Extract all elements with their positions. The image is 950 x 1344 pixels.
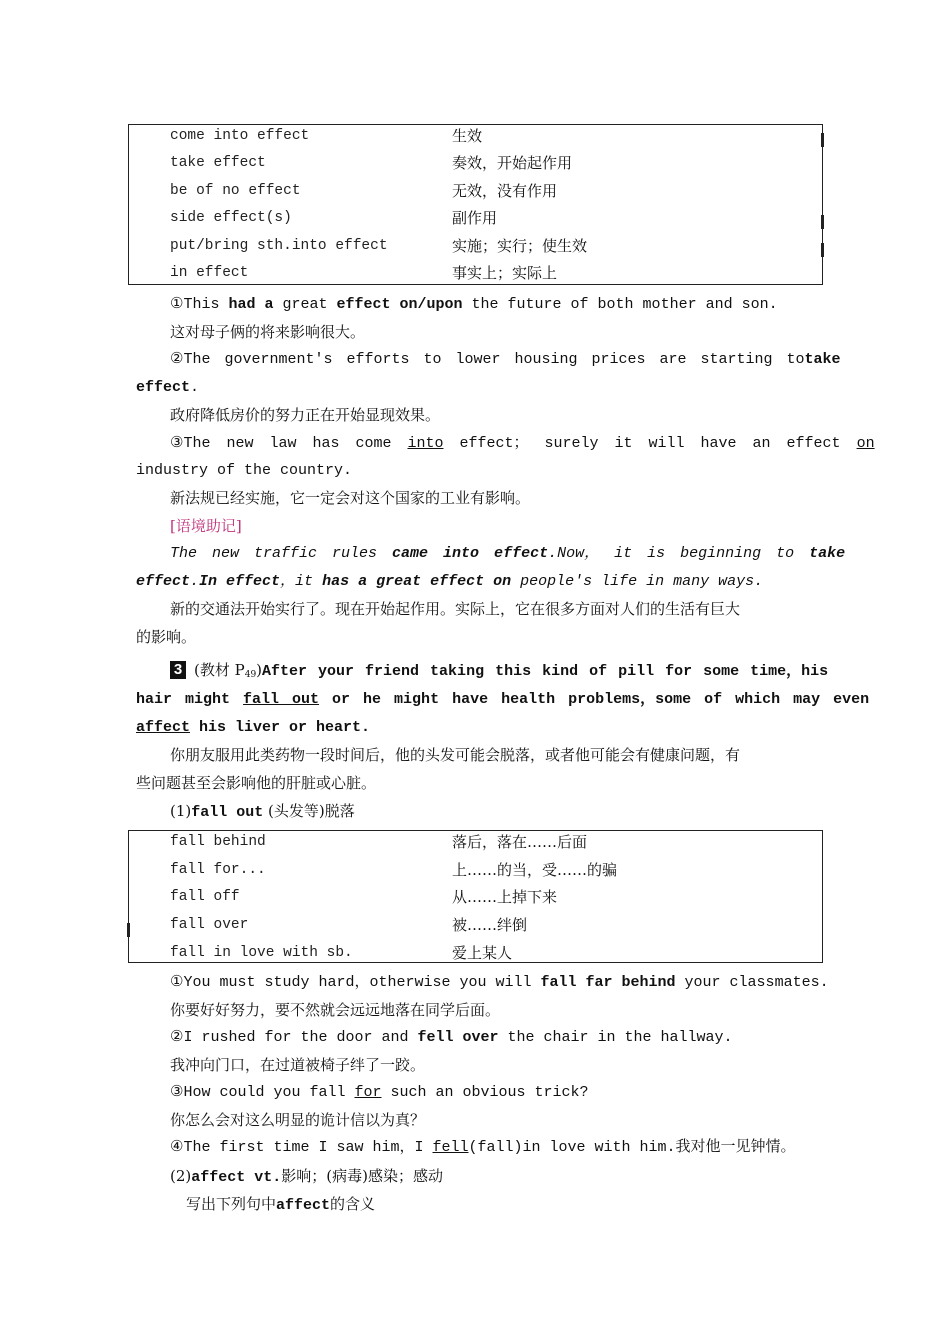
meaning-cell: 副作用 [452, 209, 498, 227]
example-sentence [170, 434, 875, 456]
phrase-cell: fall behind [170, 834, 266, 850]
bold-text: effect [136, 379, 191, 396]
bold-text: affect [276, 1197, 331, 1214]
memo-sentence-cont [136, 572, 816, 594]
bold-text: had a [228, 296, 274, 313]
text-run: effect； surely it will have an effect [443, 435, 857, 452]
text-run: ④The first time I saw him，I [170, 1139, 433, 1156]
text-run: ①This [170, 296, 229, 313]
underlined-answer: on [856, 435, 875, 452]
text-run: (1) [170, 802, 192, 820]
example-sentence [170, 295, 816, 317]
text-run: 的含义 [330, 1195, 376, 1213]
table-border-mark [127, 923, 130, 937]
meaning-cell: 爱上某人 [452, 944, 513, 962]
phrase-table-effect [128, 124, 823, 285]
underlined-answer: fell [432, 1139, 469, 1156]
item-3-sentence-cont [136, 718, 816, 740]
phrase-cell: fall over [170, 917, 249, 933]
text-run: ②The government's efforts to lower housing prices are starting to [170, 351, 805, 368]
text-run: ，it [280, 573, 323, 590]
item-3-sentence [170, 660, 829, 682]
example-sentence-cont: industry of the country. [136, 462, 353, 479]
bold-text: came into effect [392, 545, 549, 562]
meaning-cell: 落后，落在……后面 [452, 833, 588, 851]
bold-text: has a great effect on [322, 573, 512, 590]
example-translation: 你要好好努力，要不然就会远远地落在同学后面。 [170, 1001, 501, 1019]
table-row [129, 914, 822, 940]
item-3-translation-cont: 些问题甚至会影响他的肝脏或心脏。 [136, 774, 377, 792]
underlined-phrase: affect [136, 719, 191, 736]
text-run: ③The new law has come [170, 435, 408, 452]
bold-text: take [809, 545, 846, 562]
example-sentence [170, 1138, 816, 1160]
bold-text: After your friend taking this kind of pill for some time，his [262, 663, 829, 680]
phrase-cell: fall off [170, 889, 240, 905]
item-3-sentence-cont [136, 690, 870, 712]
table-row [129, 125, 822, 151]
example-sentence [170, 350, 841, 372]
source-note: ) [256, 661, 263, 679]
subheading-fall-out [170, 801, 816, 823]
table-row [129, 262, 822, 288]
text-run: (fall)in love with him.我对他一见钟情。 [468, 1139, 796, 1156]
underlined-phrase: fall out [243, 691, 320, 708]
table-row [129, 942, 822, 968]
meaning-cell: 奏效，开始起作用 [452, 154, 573, 172]
phrase-cell: come into effect [170, 128, 310, 144]
phrase-cell: fall in love with sb. [170, 945, 353, 961]
table-row [129, 859, 822, 885]
bold-text: fall far behind [540, 974, 676, 991]
text-run: 影响；(病毒)感染；感动 [281, 1167, 443, 1185]
text-run: people's life in many ways. [511, 573, 764, 590]
meaning-cell: 事实上；实际上 [452, 264, 558, 282]
text-run: 写出下列句中 [186, 1195, 277, 1213]
text-run: (头发等)脱落 [263, 802, 355, 820]
meaning-cell: 无效，没有作用 [452, 182, 558, 200]
memo-sentence [170, 544, 846, 566]
text-run: or he might have health problems，some of which may even [319, 691, 870, 708]
bold-text: fall out [191, 804, 264, 821]
subheading-affect [170, 1166, 816, 1188]
text-run: . [190, 379, 200, 396]
example-translation: 新法规已经实施，它一定会对这个国家的工业有影响。 [170, 489, 531, 507]
example-translation: 政府降低房价的努力正在开始显现效果。 [170, 406, 441, 424]
bold-text [191, 1169, 281, 1186]
bold-text: affect vt. [191, 1169, 282, 1186]
text-run: ②I rushed for the door and [170, 1029, 418, 1046]
item-3-translation: 你朋友服用此类药物一段时间后，他的头发可能会脱落，或者他可能会有健康问题，有 [170, 746, 741, 764]
phrase-cell: be of no effect [170, 183, 301, 199]
example-translation: 你怎么会对这么明显的诡计信以为真？ [170, 1111, 426, 1129]
example-translation: 这对母子俩的将来影响很大。 [170, 323, 366, 341]
phrase-cell: put/bring sth.into effect [170, 238, 388, 254]
phrase-cell: in effect [170, 265, 249, 281]
bold-text: effect on/upon [336, 296, 463, 313]
text-run: such an obvious trick? [381, 1084, 589, 1101]
example-sentence [170, 1083, 816, 1105]
table-border-mark [821, 215, 824, 229]
phrase-cell: side effect(s) [170, 210, 292, 226]
underlined-answer: for [354, 1084, 382, 1101]
text-run: your classmates. [675, 974, 829, 991]
text-run: his liver or heart. [190, 719, 371, 736]
example-sentence [170, 1028, 816, 1050]
table-border-mark [821, 133, 824, 147]
task-instruction [186, 1194, 866, 1216]
table-border-mark [821, 243, 824, 257]
meaning-cell: 上……的当，受……的骗 [452, 861, 618, 879]
text-run: great [273, 296, 337, 313]
source-note: (教材 P [194, 661, 245, 679]
bold-text: take [804, 351, 841, 368]
text-run: The new traffic rules [170, 545, 393, 562]
bold-text: In effect [199, 573, 281, 590]
table-row [129, 180, 822, 206]
example-sentence [170, 973, 829, 995]
memo-label: [语境助记] [170, 517, 242, 535]
table-row [129, 886, 822, 912]
phrase-table-fall [128, 830, 823, 963]
meaning-cell: 从……上掉下来 [452, 888, 558, 906]
example-translation: 我冲向门口，在过道被椅子绊了一跤。 [170, 1056, 426, 1074]
table-row [129, 152, 822, 178]
table-row [129, 831, 822, 857]
phrase-cell: take effect [170, 155, 266, 171]
memo-translation: 新的交通法开始实行了。现在开始起作用。实际上，它在很多方面对人们的生活有巨大 [170, 600, 741, 618]
meaning-cell: 生效 [452, 127, 483, 145]
text-run: . [190, 573, 200, 590]
table-row [129, 235, 822, 261]
item-number-badge: 3 [170, 661, 186, 679]
example-sentence-cont [136, 378, 816, 400]
text-run: .Now， it is beginning to [548, 545, 810, 562]
text-run: ③How could you fall [170, 1084, 355, 1101]
text-run: the future of both mother and son. [462, 296, 778, 313]
text-run: ①You must study hard，otherwise you will [170, 974, 541, 991]
memo-translation-cont: 的影响。 [136, 628, 197, 646]
meaning-cell: 被……绊倒 [452, 916, 528, 934]
text-run: (2) [170, 1167, 192, 1185]
meaning-cell: 实施；实行；使生效 [452, 237, 588, 255]
underlined-answer: into [407, 435, 444, 452]
text-run: the chair in the hallway. [498, 1029, 733, 1046]
table-row [129, 207, 822, 233]
page-number: 49 [244, 670, 257, 680]
bold-text: effect [136, 573, 191, 590]
phrase-cell: fall for... [170, 862, 266, 878]
bold-text: fell over [417, 1029, 499, 1046]
text-run: hair might [136, 691, 244, 708]
